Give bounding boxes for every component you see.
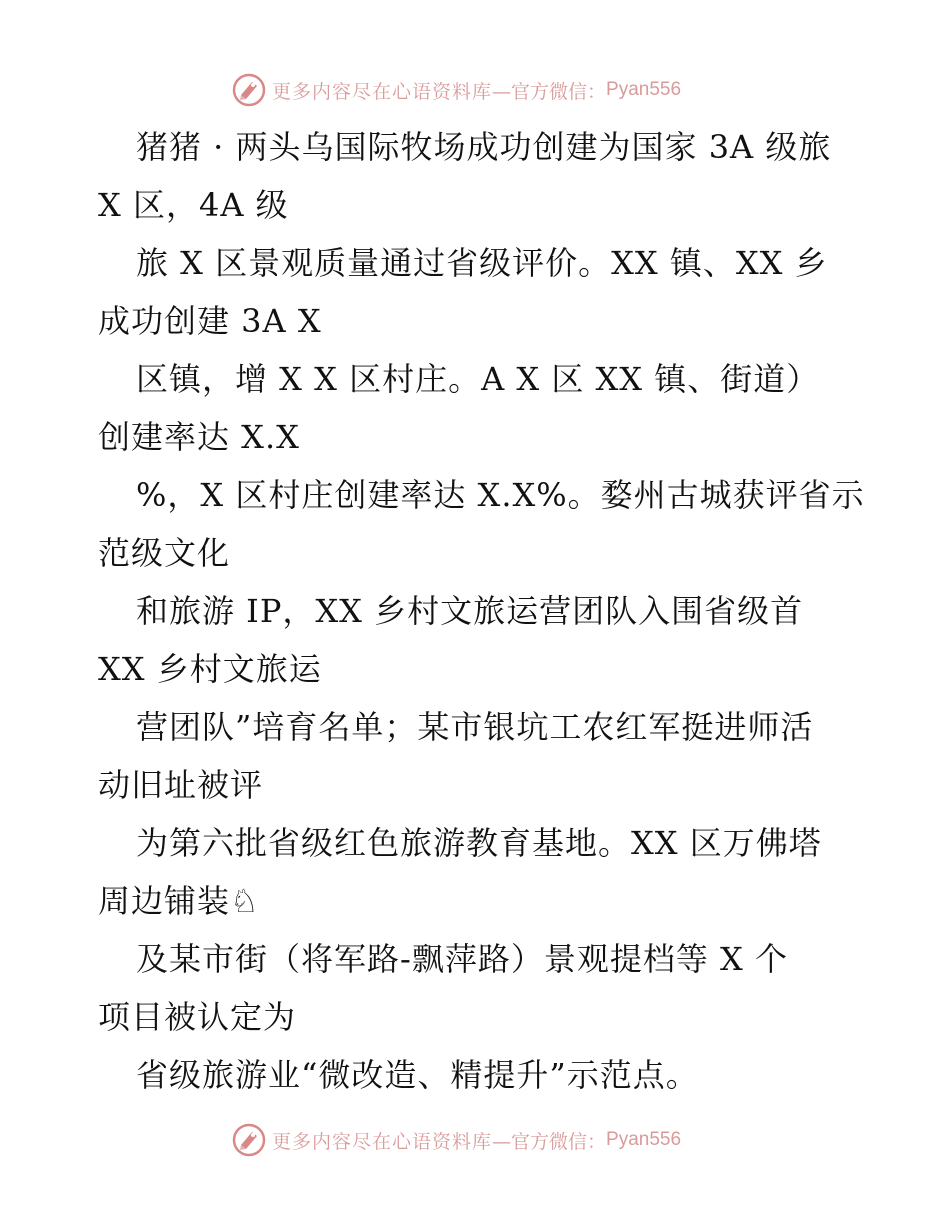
text-line: 成功创建 3A X <box>98 302 322 340</box>
text-line: %，X 区村庄创建率达 X.X%。婺州古城获评省示 <box>136 476 865 514</box>
text-line: 区镇，增 X X 区村庄。A X 区 XX 镇、街道） <box>136 360 820 398</box>
text-line: 范级文化 <box>98 534 231 572</box>
text-line: 省级旅游业“微改造、精提升”示范点。 <box>136 1056 699 1094</box>
watermark-separator: —官方微信： <box>492 80 607 103</box>
text-line: 旅 X 区景观质量通过省级评价。XX 镇、XX 乡 <box>136 244 828 282</box>
text-line: 和旅游 IP，XX 乡村文旅运营团队入围省级首 <box>136 592 804 630</box>
watermark-main-text: 更多内容尽在心语资料库 <box>272 1130 493 1153</box>
footer-watermark <box>232 1122 712 1158</box>
text-line: X 区，4A 级 <box>98 186 289 224</box>
document-pen-logo-icon <box>232 73 266 107</box>
watermark-main-text: 更多内容尽在心语资料库 <box>272 80 493 103</box>
watermark-wechat-id: Pyan556 <box>606 1129 682 1150</box>
text-line: 营团队”培育名单；某市银坑工农红军挺进师活 <box>136 708 814 746</box>
header-watermark <box>232 72 712 108</box>
text-line: 动旧址被评 <box>98 766 264 804</box>
text-line: 为第六批省级红色旅游教育基地。XX 区万佛塔 <box>136 824 822 862</box>
text-line: 周边铺装♘ <box>98 882 260 920</box>
watermark-wechat-id: Pyan556 <box>606 79 682 100</box>
text-line: XX 乡村文旅运 <box>98 650 322 688</box>
document-pen-logo-icon <box>232 1123 266 1157</box>
watermark-separator: —官方微信： <box>492 1130 607 1153</box>
text-line: 及某市街（将军路-飘萍路）景观提档等 X 个 <box>136 940 788 978</box>
text-line: 项目被认定为 <box>98 998 297 1036</box>
text-line: 猪猪 · 两头乌国际牧场成功创建为国家 3A 级旅 <box>136 128 832 166</box>
text-line: 创建率达 X.X <box>98 418 300 456</box>
